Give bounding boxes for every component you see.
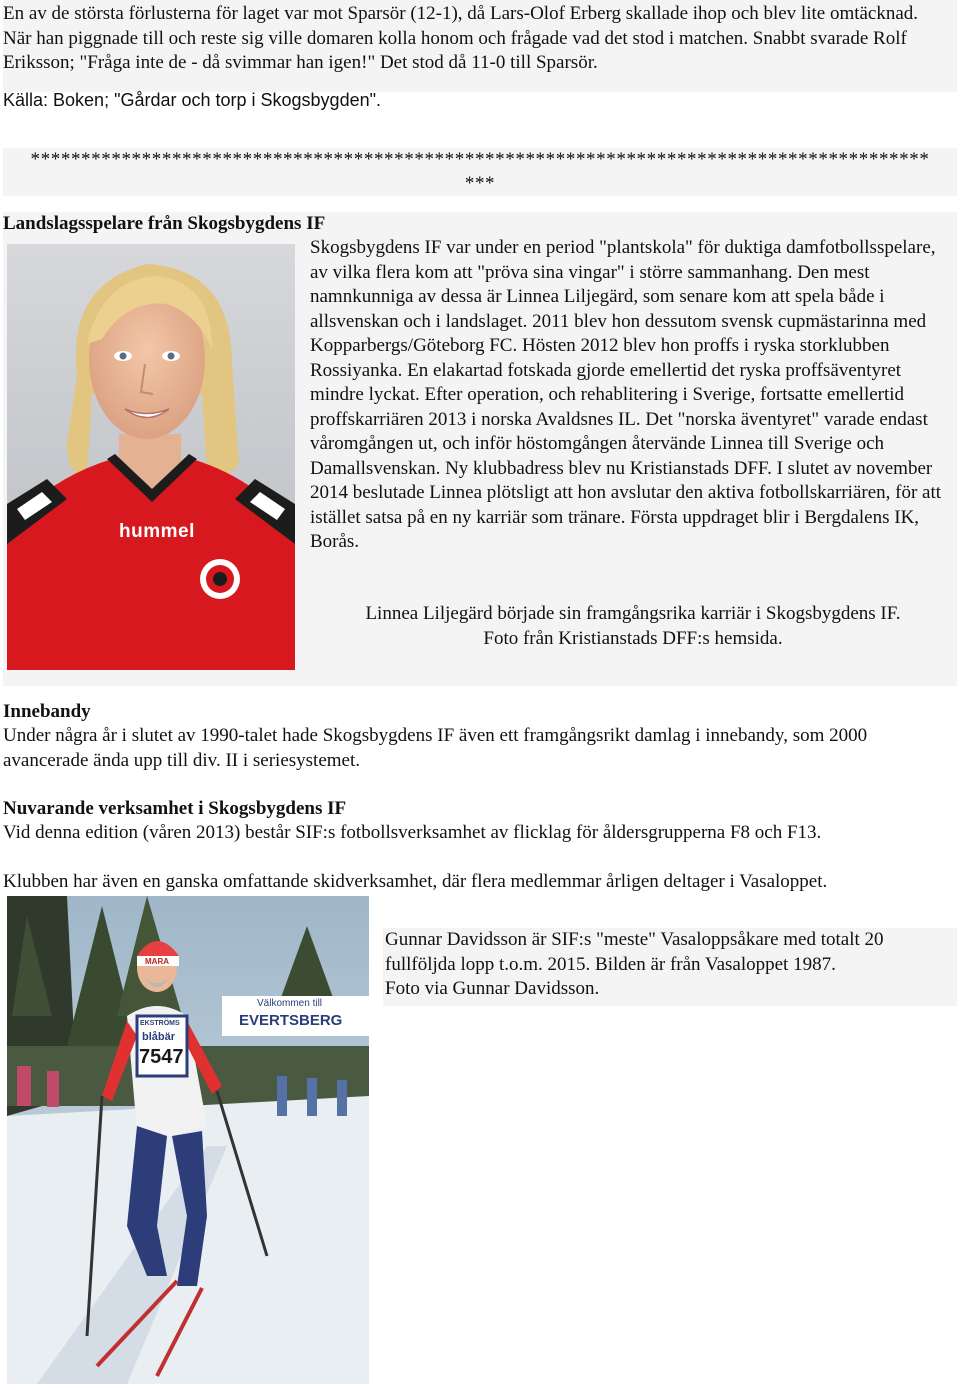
banner-top-text: Välkommen till <box>257 998 323 1009</box>
portrait-svg <box>7 244 295 670</box>
intro-paragraph: En av de största förlusterna för laget var mot Sparsör (12-1), då Lars-Olof Erberg skallade ihop och blev lite omtäcknad. När han piggnade till och reste sig ville domaren kolla honom och frågade vad det stod i matchen. Snabbt svarade Rolf Eriksson; "Fråga inte de - då svimmar han igen!" Det stod då 11-0 till Sparsör. <box>3 3 919 73</box>
source-text: Källa: Boken; "Gårdar och torp i Skogsbygden". <box>3 90 381 110</box>
ski-text: Klubben har även en ganska omfattande skidverksamhet, där flera medlemmar årligen deltager i Vasaloppet. <box>3 870 828 892</box>
bib-brand-text: blåbär <box>142 1031 176 1043</box>
linnea-caption-line1: Linnea Liljegärd började sin framgångsrika karriär i Skogsbygdens IF. <box>365 603 901 624</box>
linnea-caption <box>310 602 956 651</box>
current-section <box>3 797 957 894</box>
bib-number-text: 7547 <box>139 1046 184 1068</box>
vasalopp-caption-line3: Foto via Gunnar Davidsson. <box>385 978 600 999</box>
skier-svg <box>7 896 369 1384</box>
current-heading: Nuvarande verksamhet i Skogsbygdens IF <box>3 798 347 819</box>
vasalopp-caption <box>383 928 957 1006</box>
vasalopp-photo <box>7 896 369 1384</box>
shirt-logo: hummel <box>119 521 195 542</box>
bib-sponsor-text: EKSTRÖMS <box>140 1020 180 1027</box>
source-line <box>3 88 957 112</box>
current-body: Vid denna edition (våren 2013) består SIF:s fotbollsverksamhet av flicklag för åldersgrupperna F8 och F13. <box>3 822 822 843</box>
vasalopp-caption-line2: fullföljda lopp t.o.m. 2015. Bilden är från Vasaloppet 1987. <box>385 953 836 975</box>
national-players-body: Skogsbygdens IF var under en period "plantskola" för duktiga damfotbollsspelare, av vilka flera kom att "pröva sina vingar" i större sammanhang. Den mest namnkunniga av dessa är Linnea Liljegärd, som senare kom att spela både i allsvenskan och i landslaget. 2011 blev hon dessutom svensk cupmästarinna med Kopparbergs/Göteborg FC. Hösten 2012 blev hon proffs i ryska storklubben Rossiyanka. En elakartad fotskada gjorde emellertid det ryska proffsäventyret mindre lyckat. Efter operation, och rehablitering i Sverige, fortsatte emellertid proffskarriären 2013 i norska Avaldsnes IL. Det "norska äventyret" varade endast våromgången ut, och inför höstomgången återvände Linnea till Sverige och Damallsvenskan. Ny klubbadress blev nu Kristianstads DFF. I slutet av november 2014 beslutade Linnea plötsligt att hon avslutar den aktiva fotbollskarriären, för att istället satsa på en ny karriär som tränare. Första uppdraget blir i Bergdalens IK, Borås. <box>310 237 942 552</box>
intro-section <box>3 0 957 92</box>
linnea-photo <box>7 244 295 670</box>
banner-main-text: EVERTSBERG <box>239 1012 343 1029</box>
star-divider-line2: *** <box>464 173 496 194</box>
floorball-body: Under några år i slutet av 1990-talet hade Skogsbygdens IF även ett framgångsrikt damlag i innebandy, som 2000 avancerade ända upp till div. II i seriesystemet. <box>3 725 868 771</box>
vasalopp-caption-line1: Gunnar Davidsson är SIF:s "meste" Vasaloppsåkare med totalt 20 <box>385 929 884 950</box>
floorball-section <box>3 700 957 773</box>
national-players-heading: Landslagsspelare från Skogsbygdens IF <box>3 213 326 234</box>
star-divider <box>3 148 957 196</box>
star-divider-line1: ***************************************************************************************** <box>30 149 930 170</box>
floorball-heading: Innebandy <box>3 701 91 722</box>
linnea-caption-line2: Foto från Kristianstads DFF:s hemsida. <box>483 627 783 649</box>
hat-text: MARA <box>145 957 169 966</box>
